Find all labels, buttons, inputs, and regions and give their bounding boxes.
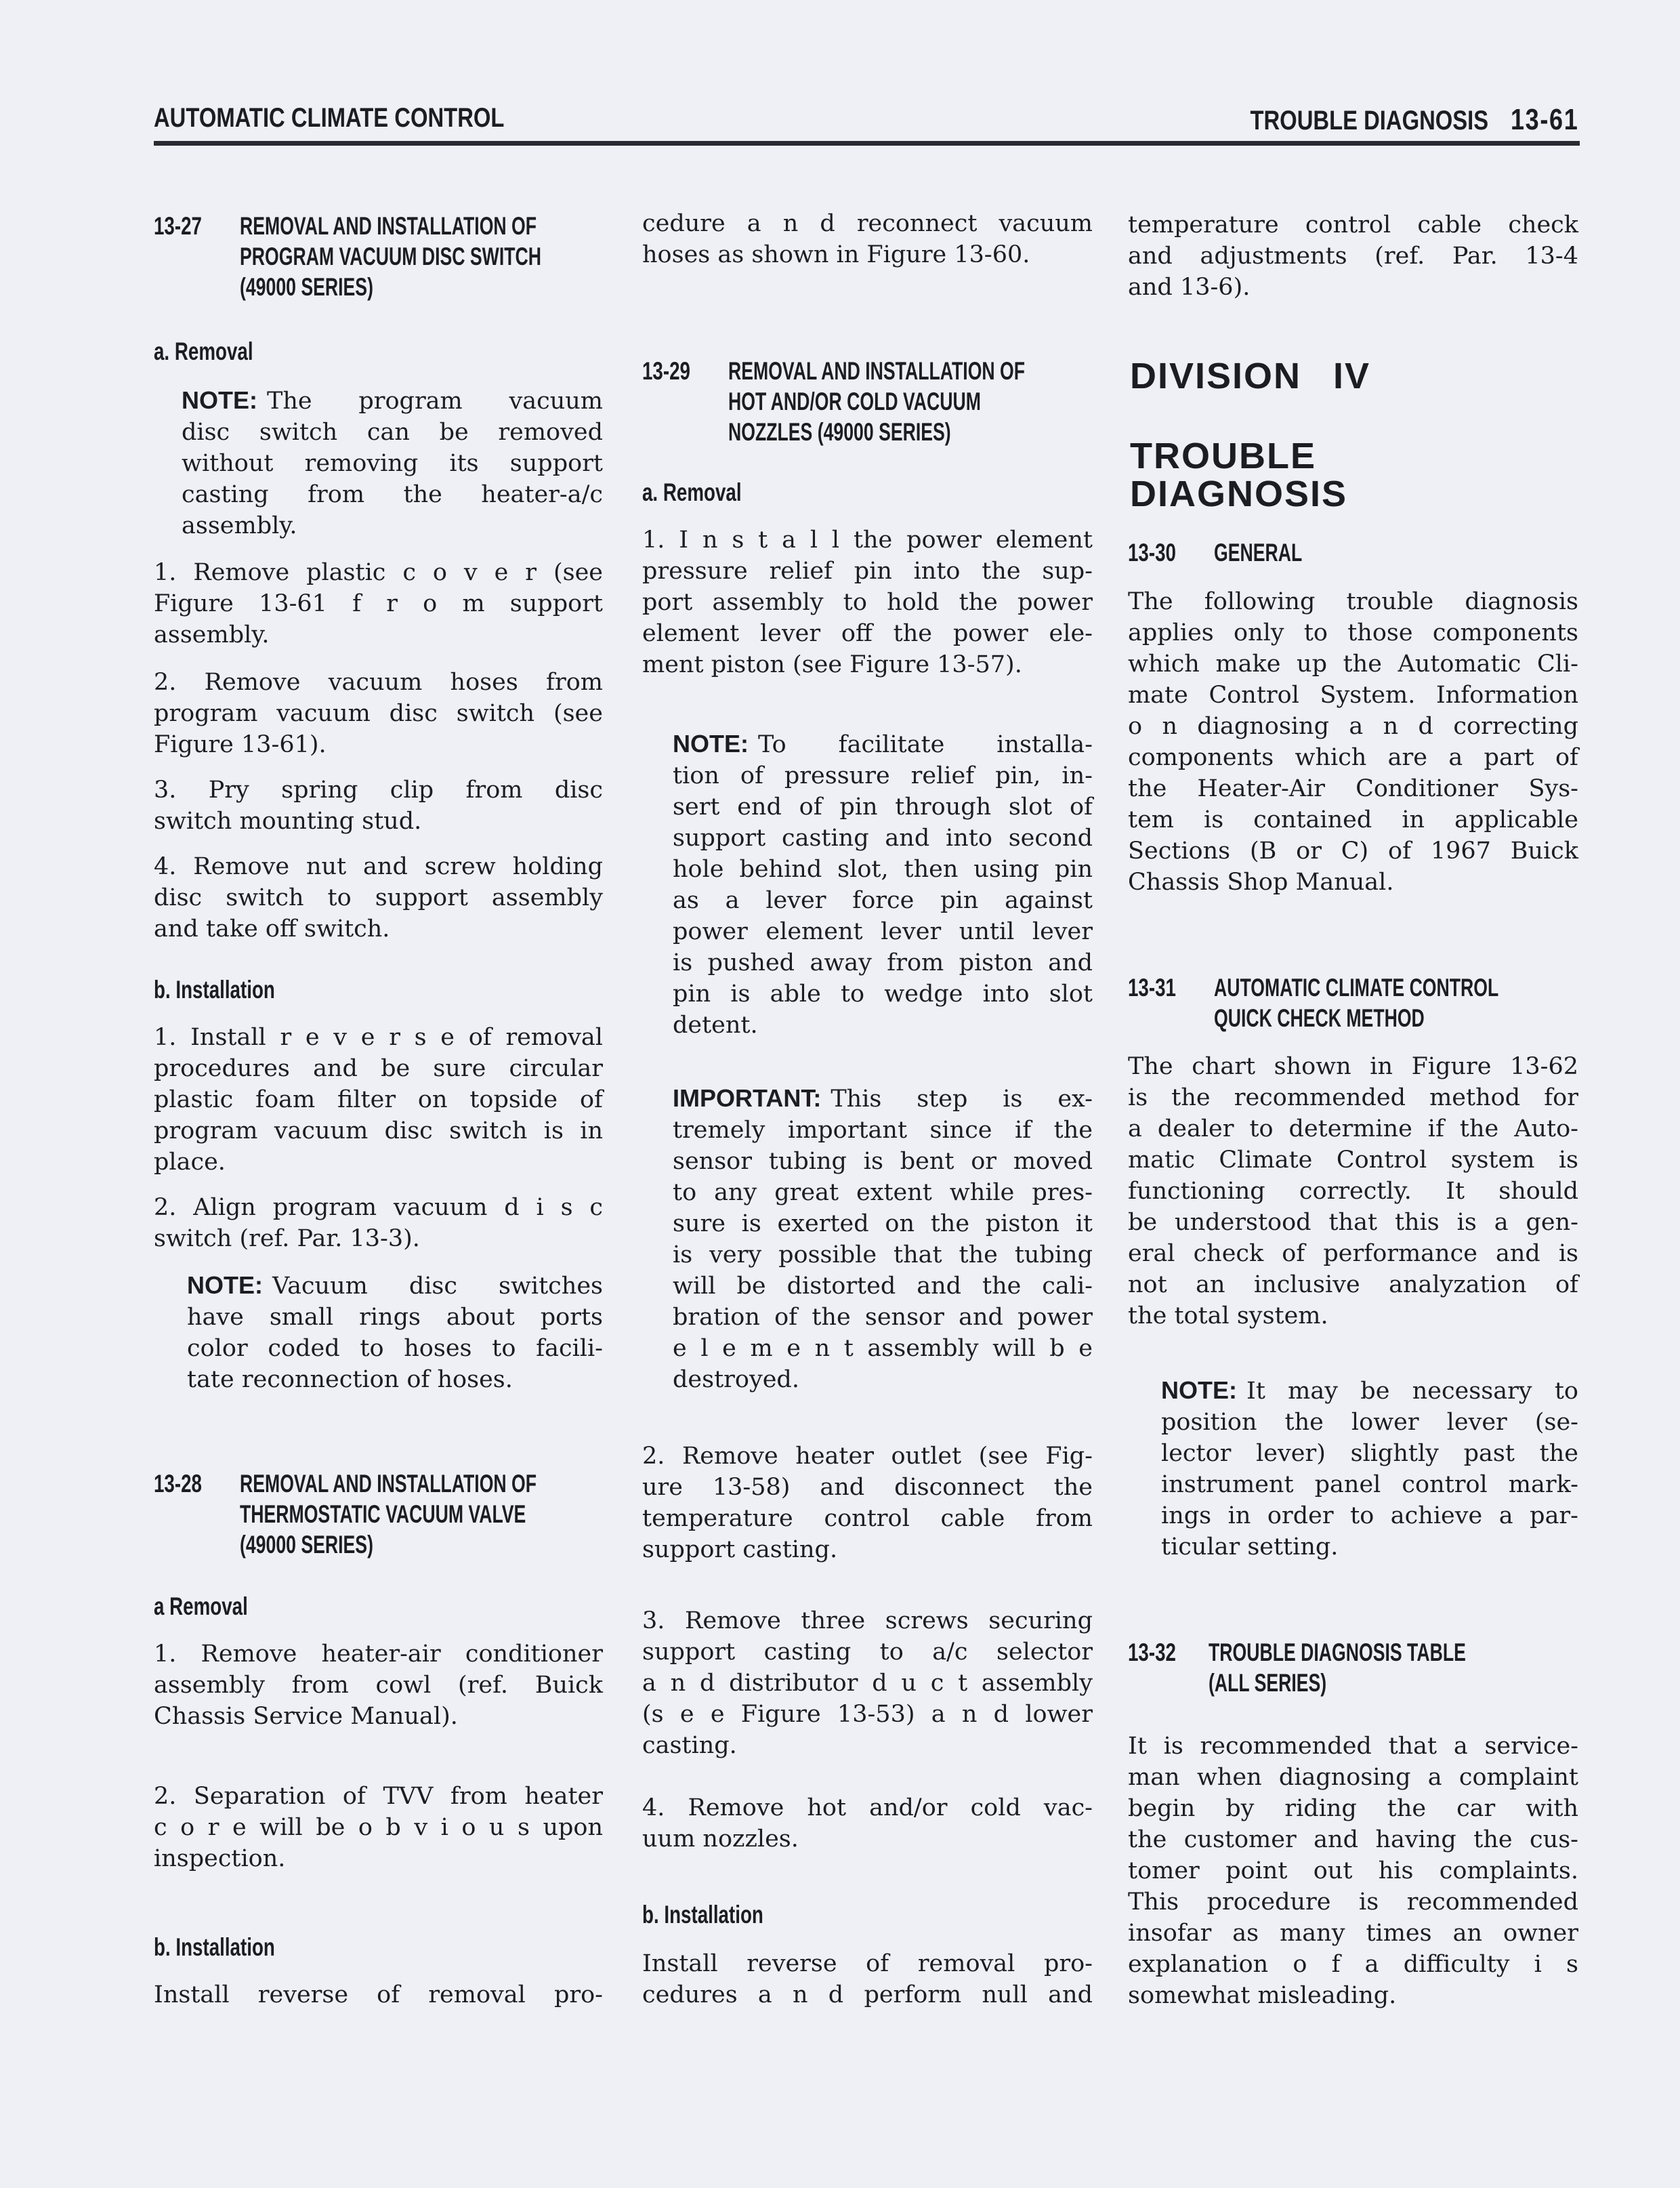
section-title-line: REMOVAL AND INSTALLATION OF <box>240 212 537 240</box>
line-text: program vacuum disc switch is in <box>154 1117 603 1144</box>
line-text: plastic foam filter on topside of <box>154 1086 603 1113</box>
line-text: insofar as many times an owner <box>1128 1920 1578 1947</box>
line-text: 1. Remove plastic c o v e r (see <box>154 559 603 586</box>
text-line <box>154 913 603 945</box>
text-line <box>154 1843 603 1874</box>
text-line <box>154 698 603 729</box>
text-line <box>673 1333 1093 1364</box>
text-line <box>1161 1407 1578 1438</box>
line-text: assembly from cowl (ref. Buick <box>154 1672 603 1699</box>
line-text: pin is able to wedge into slot <box>673 981 1093 1008</box>
step-paragraph <box>154 557 603 651</box>
step-paragraph <box>154 775 603 837</box>
line-text: casting. <box>642 1732 737 1759</box>
text-line <box>1128 1051 1578 1082</box>
note-paragraph <box>182 385 603 541</box>
line-text: sure is exerted on the piston it <box>673 1210 1093 1237</box>
section-title-line: (49000 SERIES) <box>240 273 373 301</box>
text-line <box>1128 804 1578 835</box>
text-line <box>673 854 1093 885</box>
paragraph <box>642 1948 1093 2010</box>
text-line <box>187 1364 603 1395</box>
section-title-line: TROUBLE DIAGNOSIS TABLE <box>1209 1638 1466 1666</box>
line-text: It may be necessary to <box>1246 1378 1578 1405</box>
line-text: tem is contained in applicable <box>1128 806 1578 833</box>
line-text: and take off switch. <box>154 915 390 943</box>
line-text: Vacuum disc switches <box>272 1273 603 1300</box>
line-text: sensor tubing is bent or moved <box>673 1148 1093 1175</box>
text-line <box>673 947 1093 978</box>
step-paragraph <box>154 1192 603 1254</box>
line-text: destroyed. <box>673 1366 799 1393</box>
line-text: Figure 13-61 f r o m support <box>154 590 603 617</box>
section-number: 13-32 <box>1128 1638 1176 1666</box>
text-line <box>1128 1949 1578 1980</box>
section-title-line: PROGRAM VACUUM DISC SWITCH <box>240 243 541 270</box>
line-text: Install reverse of removal pro- <box>642 1950 1093 1977</box>
text-line <box>154 557 603 588</box>
line-text: element lever off the power ele- <box>642 620 1093 647</box>
subheading-removal: a Removal <box>154 1592 248 1620</box>
text-line <box>1128 586 1578 617</box>
text-line <box>154 1084 603 1115</box>
line-text: support casting to a/c selector <box>642 1638 1093 1666</box>
text-line <box>642 1823 1093 1855</box>
text-line <box>1128 1980 1578 2011</box>
line-text: tremely important since if the <box>673 1117 1093 1144</box>
division-title <box>1130 437 1347 513</box>
text-line <box>1128 835 1578 867</box>
text-line <box>642 239 1093 270</box>
step-paragraph <box>642 1441 1093 1565</box>
line-text: ticular setting. <box>1161 1533 1339 1561</box>
line-text: (s e e Figure 13-53) a n d lower <box>642 1701 1093 1728</box>
text-line <box>1128 711 1578 742</box>
line-text: hoses as shown in Figure 13-60. <box>642 241 1030 268</box>
text-line <box>154 1223 603 1254</box>
text-line <box>642 1534 1093 1565</box>
text-line <box>673 916 1093 947</box>
line-text: pressure relief pin into the sup- <box>642 558 1093 585</box>
text-line <box>182 385 603 417</box>
text-line <box>1128 1824 1578 1855</box>
text-line <box>187 1270 603 1302</box>
line-text: This procedure is recommended <box>1128 1888 1578 1916</box>
text-line <box>154 619 603 651</box>
section-number: 13-27 <box>154 212 202 240</box>
line-text: 4. Remove nut and screw holding <box>154 853 603 880</box>
text-line <box>154 1192 603 1223</box>
line-text: inspection. <box>154 1845 286 1872</box>
line-text: detent. <box>673 1012 758 1039</box>
line-text: 4. Remove hot and/or cold vac- <box>642 1794 1093 1821</box>
text-line <box>642 1792 1093 1823</box>
text-line <box>154 1670 603 1701</box>
text-line <box>642 1730 1093 1761</box>
text-line <box>642 524 1093 556</box>
text-line <box>182 479 603 510</box>
line-text: program vacuum disc switch (see <box>154 700 603 727</box>
text-line <box>673 1177 1093 1208</box>
header-rule <box>154 141 1580 146</box>
step-paragraph <box>642 1792 1093 1855</box>
line-text: 1. I n s t a l l the power element <box>642 527 1093 554</box>
text-line <box>154 1979 603 2010</box>
line-text: Sections (B or C) of 1967 Buick <box>1128 838 1578 865</box>
text-line <box>154 1781 603 1812</box>
text-line <box>1128 1886 1578 1918</box>
text-line <box>1128 209 1578 241</box>
note-label: IMPORTANT: <box>673 1084 822 1112</box>
section-title <box>240 211 658 302</box>
line-text: To facilitate installa- <box>758 731 1093 758</box>
line-text: The following trouble diagnosis <box>1128 588 1578 615</box>
section-title <box>240 1468 652 1560</box>
line-text: 1. Remove heater-air conditioner <box>154 1640 603 1668</box>
section-number: 13-28 <box>154 1470 202 1498</box>
note-paragraph <box>1161 1375 1578 1563</box>
step-paragraph <box>154 1022 603 1178</box>
line-text: explanation o f a difficulty i s <box>1128 1951 1578 1978</box>
section-title-line: NOZZLES (49000 SERIES) <box>728 418 951 446</box>
line-text: color coded to hoses to facili- <box>187 1335 603 1362</box>
line-text: disc switch to support assembly <box>154 884 603 911</box>
text-line <box>1128 241 1578 272</box>
line-text: 2. Align program vacuum d i s c <box>154 1194 603 1221</box>
text-line <box>673 1364 1093 1395</box>
line-text: c o r e will be o b v i o u s upon <box>154 1814 603 1841</box>
text-line <box>1161 1375 1578 1407</box>
text-line <box>1128 648 1578 680</box>
line-text: not an inclusive analyzation of <box>1128 1271 1578 1298</box>
text-line <box>187 1302 603 1333</box>
text-line <box>673 1010 1093 1041</box>
line-text: temperature control cable from <box>642 1505 1093 1532</box>
text-line <box>1161 1531 1578 1563</box>
text-line <box>1128 1207 1578 1238</box>
line-text: procedures and be sure circular <box>154 1055 603 1082</box>
line-text: support casting and into second <box>673 825 1093 852</box>
text-line <box>642 1472 1093 1503</box>
line-text: The chart shown in Figure 13-62 <box>1128 1053 1578 1080</box>
text-line <box>1128 1082 1578 1113</box>
line-text: applies only to those components <box>1128 619 1578 646</box>
line-text: components which are a part of <box>1128 744 1578 771</box>
division-heading: DIVISION IV <box>1130 356 1371 396</box>
step-paragraph <box>642 524 1093 680</box>
line-text: tomer point out his complaints. <box>1128 1857 1578 1884</box>
section-number: 13-30 <box>1128 539 1176 566</box>
note-paragraph <box>187 1270 603 1395</box>
text-line <box>673 1115 1093 1146</box>
line-text: assembly. <box>182 512 297 539</box>
text-line <box>1128 742 1578 773</box>
line-text: man when diagnosing a complaint <box>1128 1764 1578 1791</box>
text-line <box>182 448 603 479</box>
note-paragraph <box>673 728 1093 1041</box>
section-title-line: HOT AND/OR COLD VACUUM <box>728 388 981 415</box>
line-text: is very possible that the tubing <box>673 1241 1093 1268</box>
subheading-installation: b. Installation <box>642 1901 763 1928</box>
text-line <box>154 1147 603 1178</box>
note-label: NOTE: <box>1161 1376 1237 1404</box>
line-text: assembly. <box>154 621 270 648</box>
section-title-line: AUTOMATIC CLIMATE CONTROL <box>1214 974 1499 1002</box>
text-line <box>642 649 1093 680</box>
text-line <box>1161 1500 1578 1531</box>
section-title <box>1214 972 1610 1033</box>
division-title-line: TROUBLE <box>1130 436 1316 476</box>
line-text: Install reverse of removal pro- <box>154 1981 603 2008</box>
text-line <box>642 208 1093 239</box>
text-line <box>187 1333 603 1364</box>
step-paragraph <box>154 1638 603 1732</box>
step-paragraph <box>154 667 603 760</box>
text-line <box>642 1605 1093 1636</box>
line-text: 3. Pry spring clip from disc <box>154 777 603 804</box>
line-text: 2. Remove heater outlet (see Fig- <box>642 1443 1093 1470</box>
line-text: Chassis Service Manual). <box>154 1703 458 1730</box>
text-line <box>1128 1144 1578 1176</box>
line-text: the customer and having the cus- <box>1128 1826 1578 1853</box>
line-text: 2. Separation of TVV from heater <box>154 1783 603 1810</box>
text-line <box>642 618 1093 649</box>
line-text: switch mounting stud. <box>154 808 422 835</box>
line-text: the Heater-Air Conditioner Sys- <box>1128 775 1578 802</box>
text-line <box>673 1083 1093 1115</box>
text-line <box>642 1699 1093 1730</box>
paragraph <box>1128 1731 1578 2011</box>
line-text: casting from the heater-a/c <box>182 481 603 508</box>
line-text: bration of the sensor and power <box>673 1304 1093 1331</box>
line-text: disc switch can be removed <box>182 419 603 446</box>
text-line <box>154 1638 603 1670</box>
section-title <box>1214 537 1337 568</box>
text-line <box>182 417 603 448</box>
line-text: begin by riding the car with <box>1128 1795 1578 1822</box>
line-text: The program vacuum <box>267 388 603 415</box>
line-text: eral check of performance and is <box>1128 1240 1578 1267</box>
text-line <box>154 588 603 619</box>
division-title-line: DIAGNOSIS <box>1130 474 1348 514</box>
paragraph <box>1128 586 1578 898</box>
line-text: cedures a n d perform null and <box>642 1981 1093 2008</box>
text-line <box>673 1208 1093 1239</box>
section-title-line: QUICK CHECK METHOD <box>1214 1004 1425 1032</box>
line-text: mate Control System. Information <box>1128 682 1578 709</box>
line-text: which make up the Automatic Cli- <box>1128 651 1578 678</box>
line-text: lector lever) slightly past the <box>1161 1440 1578 1467</box>
step-paragraph <box>642 1605 1093 1761</box>
line-text: support casting. <box>642 1536 838 1563</box>
text-line <box>154 667 603 698</box>
text-line <box>1128 1269 1578 1300</box>
text-line <box>673 791 1093 823</box>
line-text: hole behind slot, then using pin <box>673 856 1093 883</box>
line-text: e l e m e n t assembly will b e <box>673 1335 1093 1362</box>
text-line <box>673 885 1093 916</box>
text-line <box>1128 867 1578 898</box>
text-line <box>154 1812 603 1843</box>
line-text: position the lower lever (se- <box>1161 1409 1578 1436</box>
text-line <box>1128 1113 1578 1144</box>
text-line <box>1128 1793 1578 1824</box>
line-text: instrument panel control mark- <box>1161 1471 1578 1498</box>
section-number: 13-29 <box>642 357 690 385</box>
line-text: have small rings about ports <box>187 1304 603 1331</box>
section-title <box>1209 1637 1566 1698</box>
line-text: and adjustments (ref. Par. 13-4 <box>1128 243 1578 270</box>
text-line <box>1128 1762 1578 1793</box>
line-text: ment piston (see Figure 13-57). <box>642 651 1022 678</box>
line-text: o n diagnosing a n d correcting <box>1128 713 1578 740</box>
text-line <box>154 882 603 913</box>
text-line <box>1128 1731 1578 1762</box>
line-text: matic Climate Control system is <box>1128 1147 1578 1174</box>
line-text: uum nozzles. <box>642 1825 799 1853</box>
line-text: and 13-6). <box>1128 274 1251 301</box>
text-line <box>1128 1176 1578 1207</box>
text-line <box>1128 1300 1578 1332</box>
text-line <box>673 1302 1093 1333</box>
text-line <box>642 1636 1093 1668</box>
text-line <box>154 1115 603 1147</box>
text-line <box>154 1701 603 1732</box>
line-text: ure 13-58) and disconnect the <box>642 1474 1093 1501</box>
paragraph <box>1128 209 1578 303</box>
line-text: a dealer to determine if the Auto- <box>1128 1115 1578 1142</box>
line-text: somewhat misleading. <box>1128 1982 1397 2009</box>
text-line <box>642 556 1093 587</box>
line-text: tion of pressure relief pin, in- <box>673 762 1093 789</box>
text-line <box>673 823 1093 854</box>
text-line <box>642 1503 1093 1534</box>
paragraph <box>1128 1051 1578 1332</box>
text-line <box>642 587 1093 618</box>
line-text: functioning correctly. It should <box>1128 1178 1578 1205</box>
text-line <box>1128 617 1578 648</box>
text-line <box>1128 1918 1578 1949</box>
section-number: 13-31 <box>1128 974 1176 1002</box>
line-text: without removing its support <box>182 450 603 477</box>
line-text: This step is ex- <box>831 1086 1093 1113</box>
line-text: place. <box>154 1149 226 1176</box>
line-text: switch (ref. Par. 13-3). <box>154 1225 420 1252</box>
text-line <box>673 978 1093 1010</box>
text-line <box>154 775 603 806</box>
text-line <box>1128 1855 1578 1886</box>
note-label: NOTE: <box>182 386 257 414</box>
line-text: Figure 13-61). <box>154 731 327 758</box>
line-text: cedure a n d reconnect vacuum <box>642 210 1093 237</box>
line-text: 2. Remove vacuum hoses from <box>154 669 603 696</box>
subheading-installation: b. Installation <box>154 1933 275 1961</box>
line-text: ings in order to achieve a par- <box>1161 1502 1578 1529</box>
text-line <box>1128 1238 1578 1269</box>
line-text: tate reconnection of hoses. <box>187 1366 513 1393</box>
step-paragraph <box>154 851 603 945</box>
text-line <box>642 1441 1093 1472</box>
line-text: the total system. <box>1128 1302 1328 1329</box>
line-text: be understood that this is a gen- <box>1128 1209 1578 1236</box>
subheading-removal: a. Removal <box>154 337 253 365</box>
line-text: Chassis Shop Manual. <box>1128 869 1394 896</box>
text-line <box>182 510 603 541</box>
paragraph <box>154 1979 603 2010</box>
line-text: temperature control cable check <box>1128 211 1578 239</box>
text-line <box>1161 1469 1578 1500</box>
text-line <box>154 851 603 882</box>
subheading-removal: a. Removal <box>642 478 742 506</box>
line-text: It is recommended that a service- <box>1128 1733 1578 1760</box>
note-label: NOTE: <box>187 1271 263 1299</box>
line-text: port assembly to hold the power <box>642 589 1093 616</box>
text-line <box>1128 680 1578 711</box>
running-header-chapter <box>1250 103 1578 137</box>
line-text: sert end of pin through slot of <box>673 793 1093 821</box>
text-line <box>154 1053 603 1084</box>
text-line <box>154 1022 603 1053</box>
text-line <box>673 728 1093 760</box>
text-line <box>1161 1438 1578 1469</box>
text-line <box>642 1668 1093 1699</box>
section-title-line: (49000 SERIES) <box>240 1531 373 1559</box>
text-line <box>642 1979 1093 2010</box>
section-title-line: REMOVAL AND INSTALLATION OF <box>728 357 1026 385</box>
line-text: as a lever force pin against <box>673 887 1093 914</box>
text-line <box>1128 272 1578 303</box>
chapter-title: TROUBLE DIAGNOSIS <box>1250 106 1488 136</box>
text-line <box>673 1239 1093 1271</box>
text-line <box>673 760 1093 791</box>
section-title-line: REMOVAL AND INSTALLATION OF <box>240 1470 537 1498</box>
text-line <box>642 1948 1093 1979</box>
line-text: to any great extent while pres- <box>673 1179 1093 1206</box>
text-line <box>1128 773 1578 804</box>
section-title-line: GENERAL <box>1214 539 1303 566</box>
line-text: will be distorted and the cali- <box>673 1273 1093 1300</box>
text-line <box>154 729 603 760</box>
line-text: a n d distributor d u c t assembly <box>642 1670 1093 1697</box>
subheading-installation: b. Installation <box>154 976 275 1004</box>
line-text: is the recommended method for <box>1128 1084 1578 1111</box>
line-text: is pushed away from piston and <box>673 949 1093 976</box>
text-line <box>673 1146 1093 1177</box>
section-title <box>728 356 1140 447</box>
note-label: NOTE: <box>673 730 749 758</box>
section-title-line: (ALL SERIES) <box>1209 1669 1327 1697</box>
line-text: power element lever until lever <box>673 918 1093 945</box>
line-text: 3. Remove three screws securing <box>642 1607 1093 1634</box>
paragraph <box>642 208 1093 270</box>
step-paragraph <box>154 1781 603 1874</box>
section-title-line: THERMOSTATIC VACUUM VALVE <box>240 1500 526 1528</box>
page-number: 13-61 <box>1510 103 1578 136</box>
running-header-section: AUTOMATIC CLIMATE CONTROL <box>154 103 505 133</box>
line-text: 1. Install r e v e r s e of removal <box>154 1024 603 1051</box>
important-paragraph <box>673 1083 1093 1395</box>
text-line <box>673 1271 1093 1302</box>
text-line <box>154 806 603 837</box>
